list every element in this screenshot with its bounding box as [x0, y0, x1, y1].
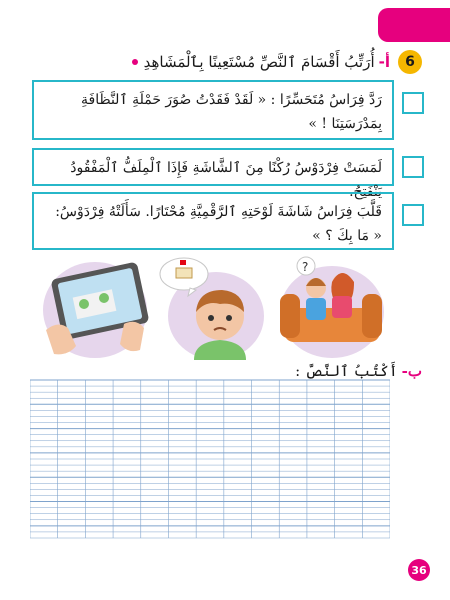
order-box-1[interactable] — [402, 92, 424, 114]
scene-illustrations — [40, 254, 410, 362]
exercise-title: أُرَتِّبُ أَقْسَامَ ٱلنَّصِّ مُسْتَعِينًا بِٱلْمَشَاهِدِ — [143, 53, 375, 71]
order-box-3[interactable] — [402, 204, 424, 226]
title-dot — [132, 59, 138, 65]
sentence-row-1 — [32, 80, 424, 140]
page-number-badge: 36 — [408, 559, 430, 581]
sentence-1: رَدَّ فِرَاسُ مُتَحَسِّرًا : « لَقَدْ فَقَدْتُ صُوَرَ حَمْلَةِ ٱلنَّظَافَةِ بِمَدْرَسَتِنَا ! » — [32, 80, 394, 140]
writing-grid[interactable] — [30, 378, 390, 540]
worried-boy-icon — [158, 254, 268, 360]
tablet-hands-icon — [40, 254, 150, 360]
order-box-2[interactable] — [402, 156, 424, 178]
sentence-2: لَمَسَتْ فِرْدَوْسُ رُكْنًا مِنَ ٱلشَّاشَةِ فَإِذَا ٱلْمِلَفُّ ٱلْمَفْقُودُ يَنْفَتِحُ. — [32, 148, 394, 186]
sentence-row-3 — [32, 192, 424, 250]
kids-on-sofa-icon — [276, 254, 386, 360]
exercise-header — [42, 48, 422, 76]
page-corner-tab — [378, 8, 450, 42]
section-b-letter: ب- — [401, 362, 422, 380]
exercise-number-badge: 6 — [398, 50, 422, 74]
sentence-3: قَلَّبَ فِرَاسُ شَاشَةَ لَوْحَتِهِ ٱلرَّقْمِيَّةِ مُحْتَارًا. سَأَلَتْهُ فِرْدَوْسُ: « مَا بِكَ ؟ » — [32, 192, 394, 250]
section-b-title: أَكْتُبُ ٱلنَّصَّ : — [295, 362, 398, 380]
exercise-letter: أ- — [378, 53, 390, 71]
sentence-row-2 — [32, 148, 424, 200]
svg-text:?: ? — [302, 260, 309, 274]
